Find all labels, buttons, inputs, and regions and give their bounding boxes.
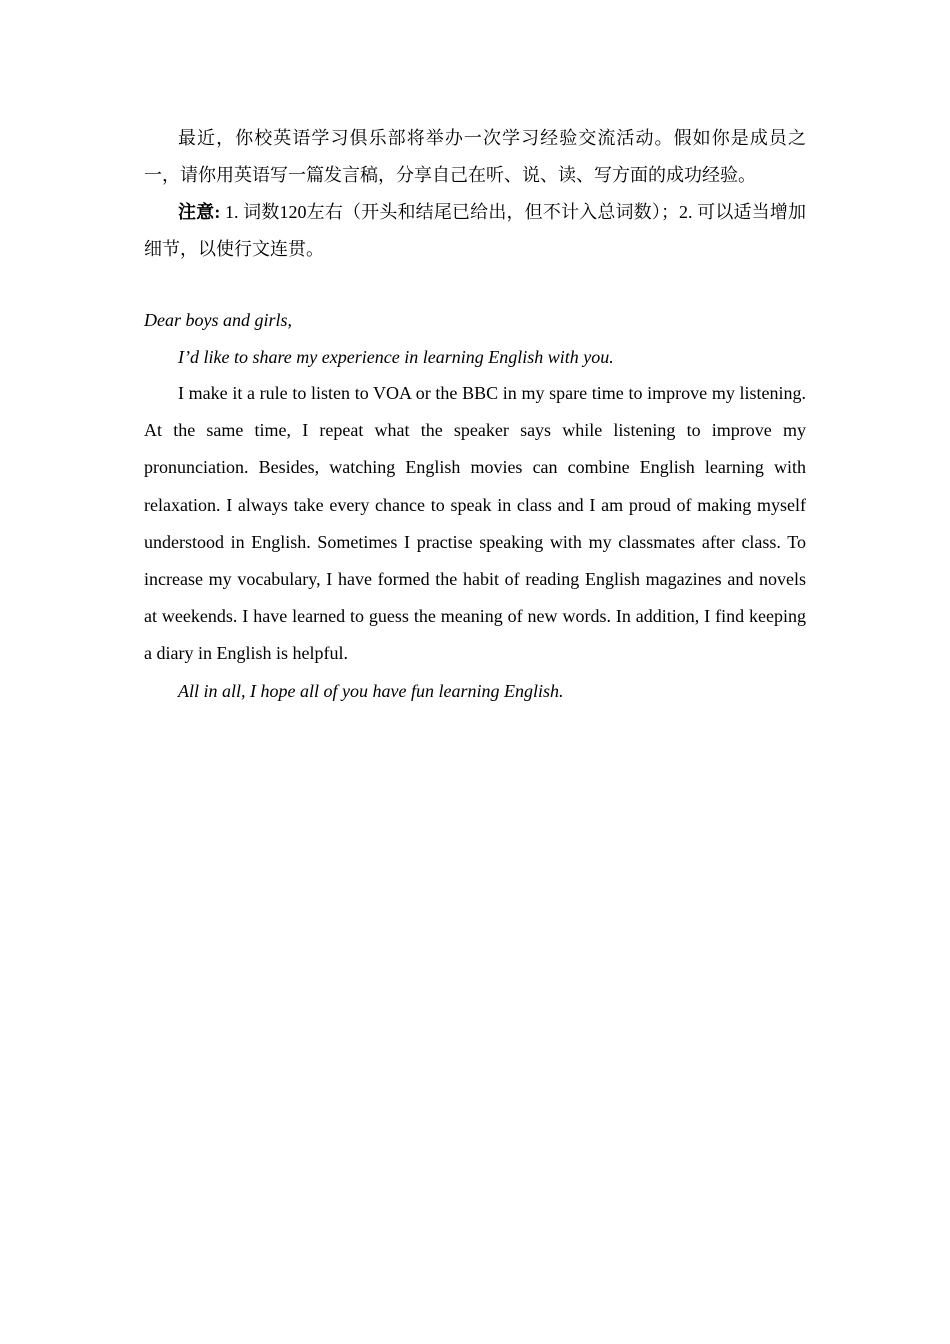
letter-body: I make it a rule to listen to VOA or the BBC in my spare time to improve my listening. At the same time, I repeat what the speaker says while listening to improve my pronunciation. Besides, watching English movies can combine English learning with relaxation. I always take every chance to speak in class and I am proud of making myself understood in English. Sometimes I practise speaking with my classmates after class. To increase my vocabulary, I have formed the habit of reading English magazines and novels at weekends. I have learned to guess the meaning of new words. In addition, I find keeping a diary in English is helpful.	[144, 383, 806, 664]
letter-opening: I’d like to share my experience in learning English with you.	[178, 347, 614, 367]
writing-prompt	[144, 120, 806, 268]
prompt-note	[144, 194, 806, 268]
prompt-paragraph: 最近，你校英语学习俱乐部将举办一次学习经验交流活动。假如你是成员之一，请你用英语写一篇发言稿，分享自己在听、说、读、写方面的成功经验。	[144, 128, 806, 185]
letter-salutation: Dear boys and girls,	[144, 310, 292, 330]
note-label: 注意:	[178, 202, 221, 222]
document-content	[144, 120, 806, 709]
letter-closing: All in all, I hope all of you have fun learning English.	[178, 680, 564, 701]
sample-letter	[144, 302, 806, 709]
note-text: 1. 词数120左右（开头和结尾已给出，但不计入总词数）；2. 可以适当增加细节，以使行文连贯。	[144, 202, 806, 259]
